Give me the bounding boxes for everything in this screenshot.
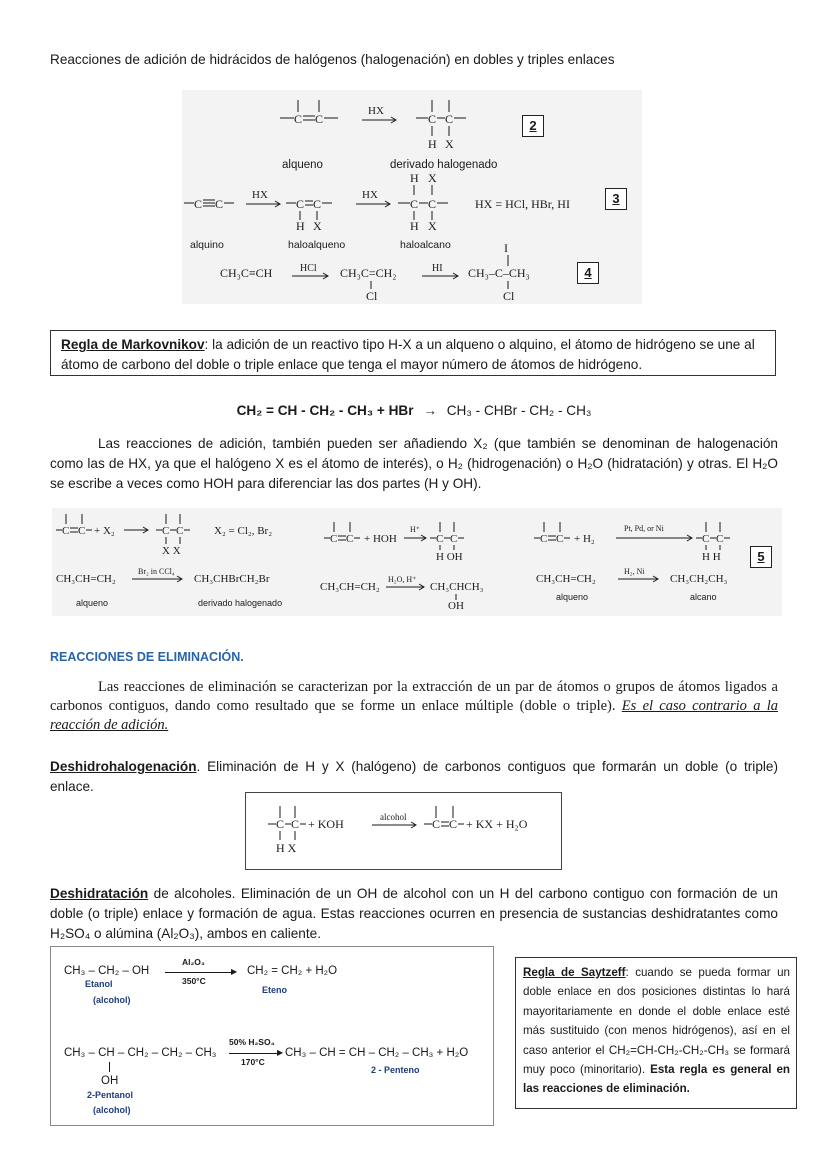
kx-water-products: + KX + H₂O [466,817,528,831]
svg-text:C: C [330,533,338,545]
equation-right: CH₃ - CHBr - CH₂ - CH₃ [446,403,592,418]
oh-group-2: OH [101,1075,119,1087]
hi-label: HI [432,263,443,274]
svg-text:X: X [428,219,437,233]
ethene-formula: CH₂ = CH₂ + H₂O [247,965,338,977]
haloalkane-structure [398,171,448,233]
h2-ni-label: H₂, Ni [624,567,645,576]
x2-definition: X₂ = Cl₂, Br₂ [214,525,273,537]
arrow-head-1: ▶ [231,967,238,976]
alcano-label: alcano [690,592,717,602]
propene-b: CH₃CH=CH₂ [320,581,380,593]
derivado-label: derivado halogenado [390,159,498,171]
figure-number-5: 5 [750,546,772,568]
svg-text:C: C [313,197,322,211]
arrow [362,117,396,123]
hh-substituents: H H [702,551,721,563]
alquino-label: alquino [190,239,224,251]
svg-text:C: C [410,197,419,211]
hoh-reagent: + HOH [364,533,397,545]
halide-structure [416,100,466,151]
equation-left: CH₂ = CH - CH₂ - CH₃ + HBr [236,403,414,418]
addition-reactions-figure [52,508,782,616]
dehydration-figure-box [50,946,494,1126]
svg-text:C: C [716,533,724,545]
elimination-text: Las reacciones de eliminación se caracterizan por la extracción de un par de átomos o grupos de átomos ligados a carbonos contiguos, dando como resultado que se forme un enlace múltiple (doble o triple). [50,679,778,714]
markovnikov-rule-box [50,330,776,376]
catalyst-label: Pt, Pd, or Ni [624,524,664,533]
alqueno-label: alqueno [282,159,323,171]
dehydrohalogenation-title: Deshidrohalogenación [50,759,197,774]
h2-reagent: + H₂ [574,533,595,545]
pentanol-formula: CH₃ – CH – CH₂ – CH₂ – CH₃ [64,1047,217,1059]
alcohol-label-1: (alcohol) [93,995,131,1005]
temperature-350: 350°C [182,976,206,986]
h2o-hplus: H₂O, H⁺ [388,575,417,584]
h2so4-catalyst: 50% H₂SO₄ [229,1037,275,1047]
ethanol-label: Etanol [85,979,113,989]
svg-text:C: C [449,817,458,831]
arrow-shaft-1 [165,972,233,973]
alcohol-solvent: alcohol [380,812,407,822]
arrow-hx-label-2: HX [252,189,268,201]
svg-text:C: C [194,197,203,211]
koh-reagent: + KOH [308,817,344,831]
svg-text:C: C [294,112,303,126]
cl-1: Cl [366,289,378,303]
svg-text:C: C [162,525,170,537]
xx-substituents: X X [162,545,181,557]
alqueno-label-2: alqueno [76,598,109,608]
svg-text:C: C [62,525,70,537]
elimination-heading: REACCIONES DE ELIMINACIÓN. [50,650,244,664]
markovnikov-title: Regla de Markovnikov [61,337,205,352]
svg-text:C: C [445,112,454,126]
svg-text:C: C [428,112,437,126]
markovnikov-equation [0,403,828,418]
dehydrohalogenation-figure [250,796,555,864]
hcl-label: HCl [300,263,317,274]
alkyne-structure [184,197,234,211]
temperature-170: 170°C [241,1057,265,1067]
svg-text:C: C [436,533,444,545]
svg-text:C: C [702,533,710,545]
dehydration-text: de alcoholes. Eliminación de un OH de alcohol con un H del carbono contiguo con formación de un doble (o triple) enlace y formación de agua. Estas reacciones ocurren en presencia de sustancias deshidratantes como H₂SO₄ o alúmina (Al₂O₃), ambos en caliente. [50,886,778,941]
haloalcano-label: haloalcano [400,239,451,251]
alcohol-label-2: (alcohol) [93,1105,131,1115]
markovnikov-text: : la adición de un reactivo tipo H-X a un alqueno o alquino, el átomo de hidrógeno se une al átomo de carbono del doble o triple enlace que tenga el mayor número de átomos de hidrógeno. [61,337,755,372]
saytzeff-rule-box [515,957,797,1109]
equation-arrow: → [423,403,437,418]
elimination-paragraph [50,678,778,735]
elimination-italic: Es el caso contrario a la reacción de adición. [50,698,778,733]
saytzeff-title: Regla de Saytzeff [523,966,626,979]
alqueno-label-3: alqueno [556,592,589,602]
x2-reagent: + X₂ [94,525,115,537]
svg-text:C: C [346,533,354,545]
pentanol-label: 2-Pentanol [87,1090,134,1100]
svg-text:X: X [445,137,454,151]
haloalqueno-label: haloalqueno [288,239,346,251]
ethanol-formula: CH₃ – CH₂ – OH [64,965,150,977]
hx-definition: HX = HCl, HBr, HI [475,197,570,211]
pentene-formula: CH₃ – CH = CH – CH₂ – CH₃ + H₂O [285,1047,469,1059]
svg-text:C: C [296,197,305,211]
br2-reagent: Br₂ in CCl₄ [138,567,175,576]
dehydrohalogenation-paragraph [50,757,778,797]
svg-text:C: C [78,525,86,537]
hplus-label: H⁺ [410,525,420,534]
ethene-label: Eteno [262,985,288,995]
svg-text:C: C [428,197,437,211]
svg-text:C: C [291,817,300,831]
hydrogenation [534,522,730,602]
derivado-label-2: derivado halogenado [198,598,283,608]
svg-text:C: C [556,533,564,545]
propene-a: CH₃CH=CH₂ [56,573,116,585]
svg-text:H: H [410,171,419,185]
propane: CH₃CH₂CH₃ [670,573,728,585]
arrow-shaft-2 [229,1053,279,1054]
x2-addition [56,514,282,608]
svg-text:X: X [428,171,437,185]
hx-substituents: H X [276,841,297,855]
alkene-structure [280,100,338,126]
svg-text:C: C [215,197,224,211]
arrow-hx-label-3: HX [362,189,378,201]
dehydration-title: Deshidratación [50,886,149,901]
svg-text:C: C [450,533,458,545]
svg-text:C: C [276,817,285,831]
cl-2: Cl [503,289,515,303]
haloalkene-structure [286,197,332,233]
svg-text:H: H [410,219,419,233]
saytzeff-text: : cuando se pueda formar un doble enlace en dos posiciones distintas lo hará mayoritariamente en donde el doble enlace esté más sustituido (con menos hidrógenos), así en el caso anterior el CH₂=CH-CH₂-CH₂-CH₃ se formará muy poco (minoritario). [523,966,790,1077]
svg-text:H: H [428,137,437,151]
dehydration-paragraph [50,884,778,944]
dehydrohalogenation-text: . Eliminación de H y X (halógeno) de carbonos contiguos que formarán un doble (o triple) enlace. [50,759,778,794]
h-oh-substituents: H OH [436,551,463,563]
propanol: CH₃CHCH₃ [430,581,484,593]
svg-text:X: X [313,219,322,233]
section-title: Reacciones de adición de hidrácidos de halógenos (halogenación) en dobles y triples enlaces [50,52,615,67]
addition-paragraph: Las reacciones de adición, también pueden ser añadiendo X₂ (que también se denominan de halogenación como las de HX, ya que el halógeno X es el átomo de interés), o H₂ (hidrogenación) o H₂O (hidratación) y otras. El H₂O se escribe a veces como HOH para diferenciar las dos partes (H y OH). [50,436,778,491]
arrow-hx-label: HX [368,105,384,117]
pentene-label: 2 - Penteno [371,1065,420,1075]
propene-c: CH₃CH=CH₂ [536,573,596,585]
oh-group: OH [448,600,464,612]
saytzeff-bold: Esta regla es general en las reacciones de eliminación. [523,1063,790,1096]
iodo-chloro-propane: CH₃–C–CH₃ [468,266,530,280]
svg-text:C: C [432,817,441,831]
halogenation-figure [182,90,642,304]
propyne: CH₃C≡CH [220,266,273,280]
svg-text:C: C [315,112,324,126]
svg-text:C: C [540,533,548,545]
hydration [320,522,484,612]
al2o3-catalyst: Al₂O₃ [182,957,205,967]
iodine: I [504,241,508,255]
figure-number-4: 4 [577,262,599,284]
figure-number-2: 2 [522,115,544,137]
svg-text:H: H [296,219,305,233]
svg-text:C: C [176,525,184,537]
oh-bond [109,1062,110,1072]
arrow-head-2: ▶ [277,1048,284,1057]
figure-number-3: 3 [605,188,627,210]
chloropropene: CH₃C=CH₂ [340,266,397,280]
dibromopropane: CH₃CHBrCH₂Br [194,573,270,585]
